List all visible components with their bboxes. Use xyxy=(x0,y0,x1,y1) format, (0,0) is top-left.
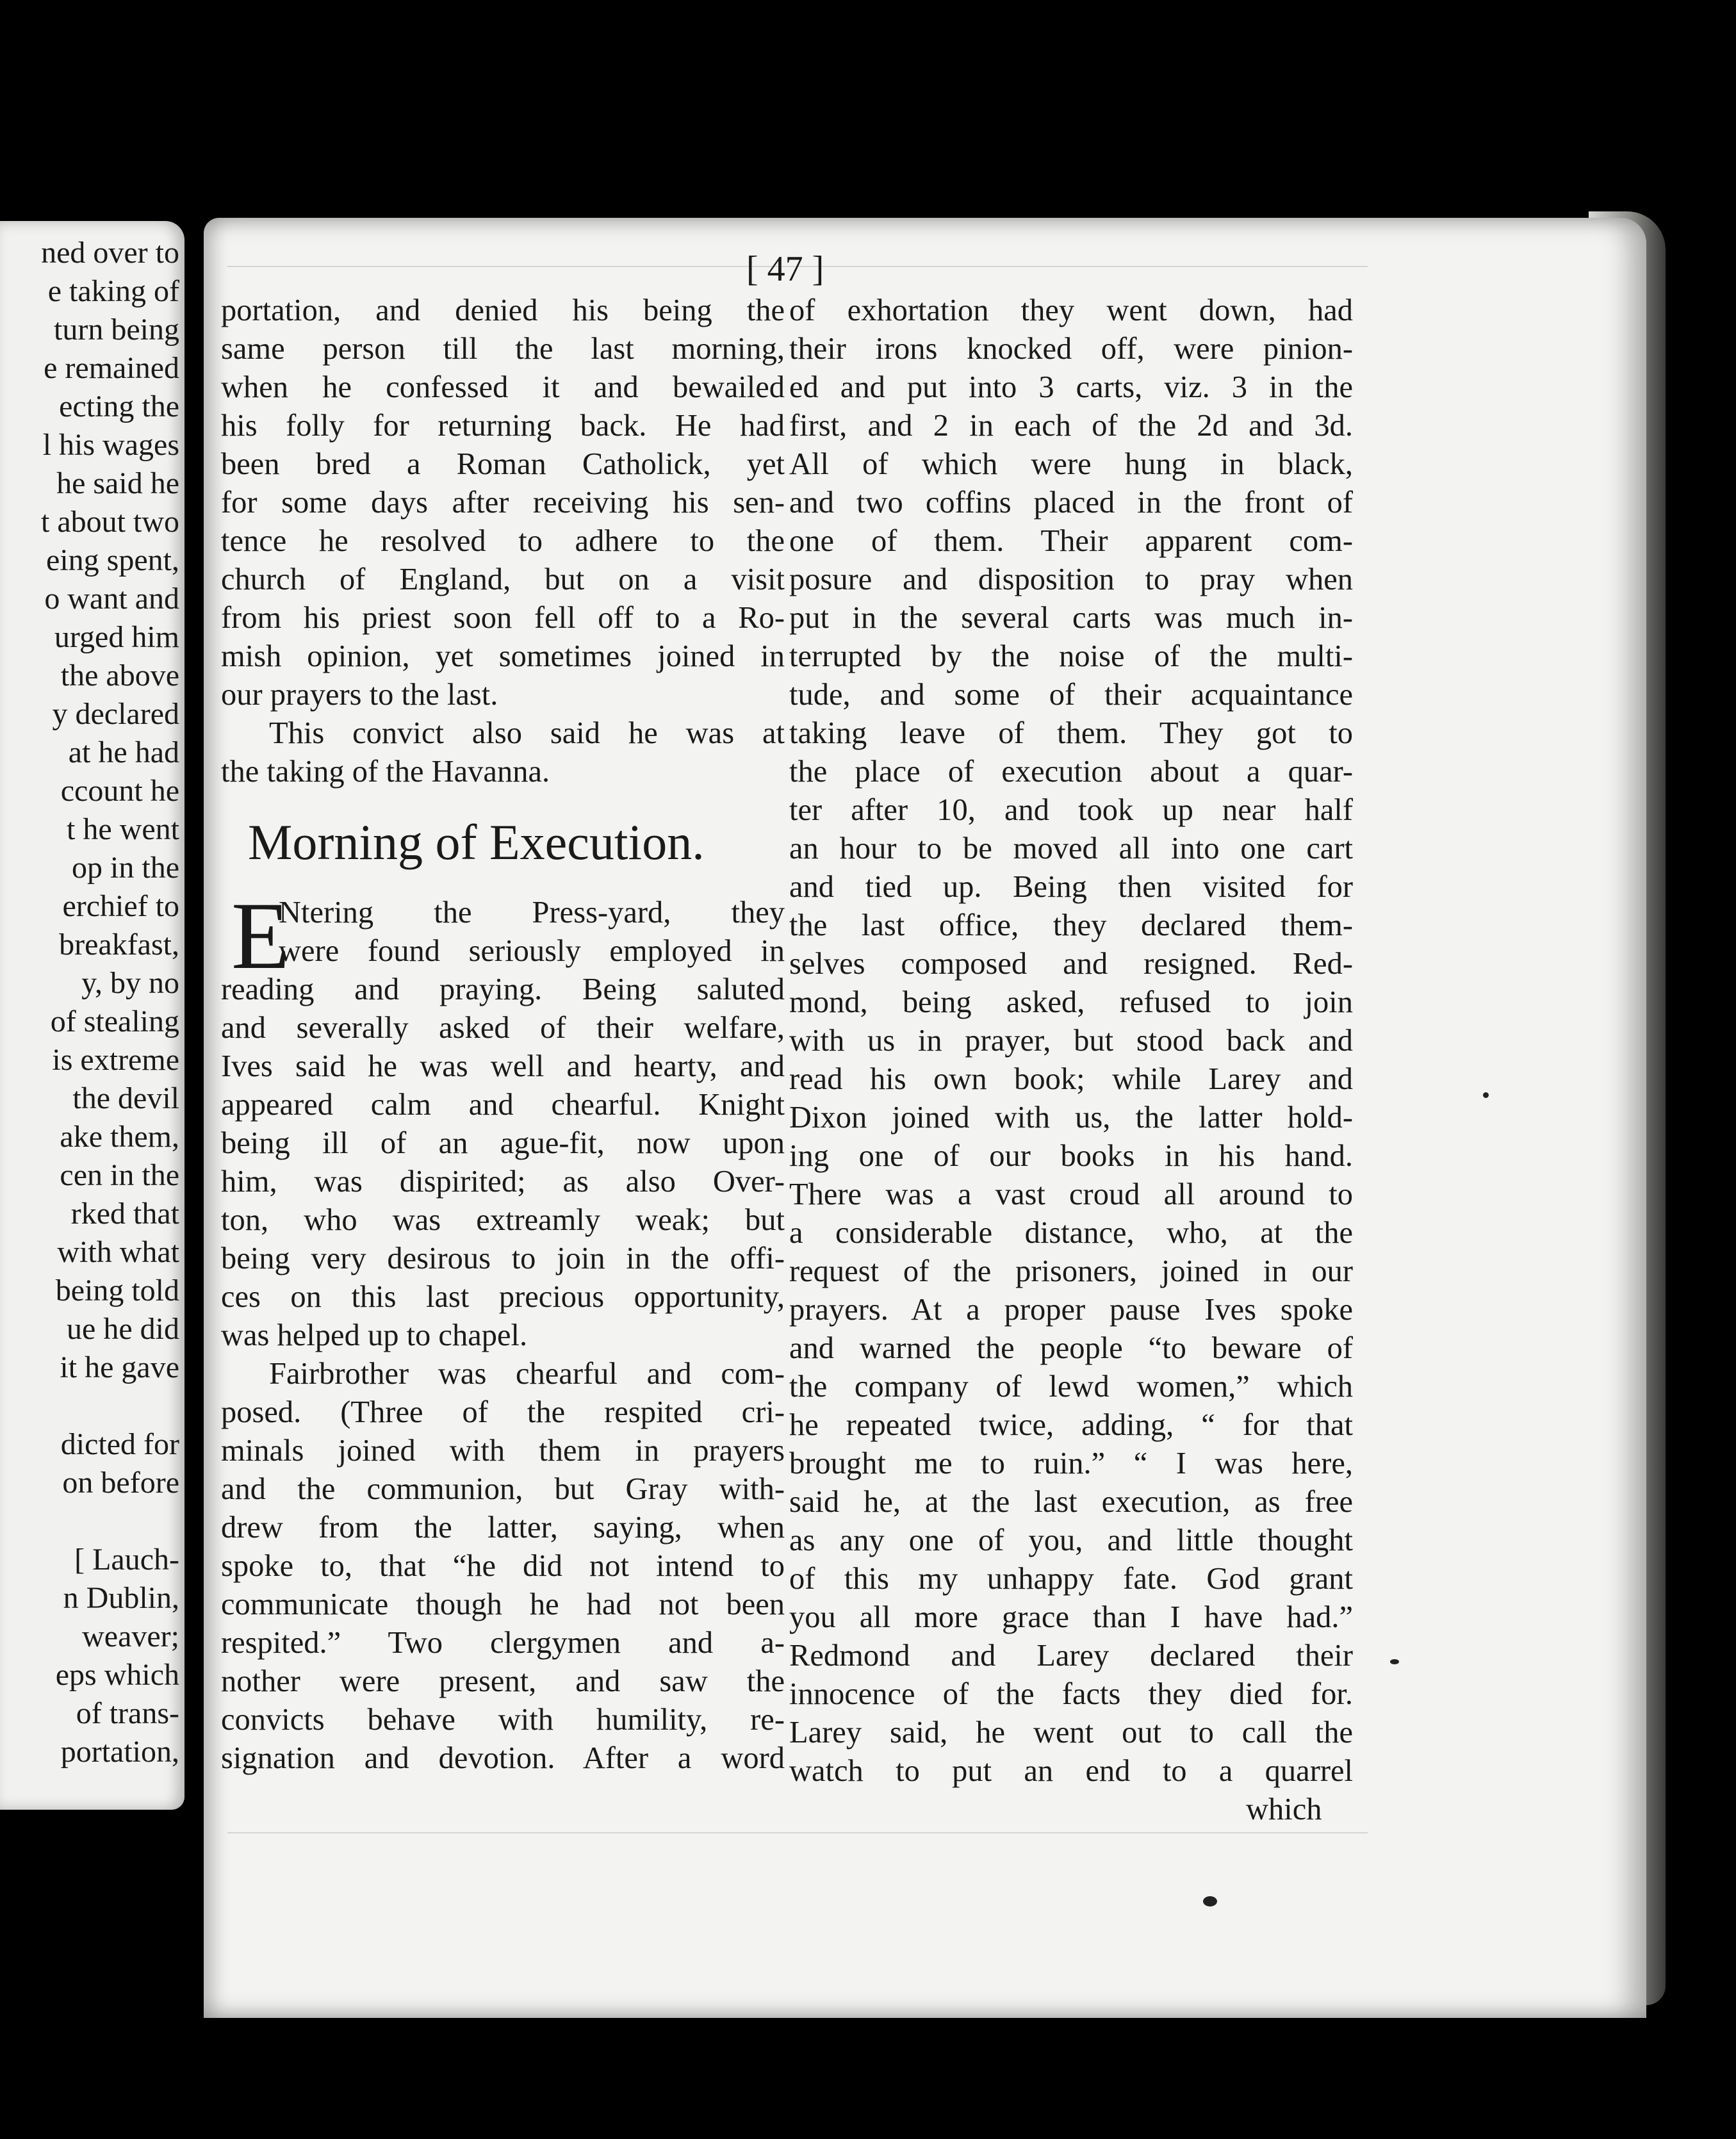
text-line: he repeated twice, adding, “ for that xyxy=(789,1408,1353,1442)
text-line: ter after 10, and took up near half xyxy=(789,793,1353,827)
text-line: when he confessed it and bewailed xyxy=(221,370,785,404)
text-line: ces on this last precious opportunity, xyxy=(221,1280,785,1314)
fragment-line: y declared xyxy=(52,697,179,731)
text-line: Ives said he was well and hearty, and xyxy=(221,1049,785,1083)
text-line: the company of lewd women,” which xyxy=(789,1370,1353,1404)
text-line: Fairbrother was chearful and com- xyxy=(269,1357,785,1391)
fragment-line: on before xyxy=(62,1466,179,1500)
fragment-line: y, by no xyxy=(81,966,179,1000)
text-line: been bred a Roman Catholick, yet xyxy=(221,447,785,481)
left-column xyxy=(221,291,785,1778)
fragment-line: of trans- xyxy=(76,1696,179,1730)
text-line: same person till the last morning, xyxy=(221,332,785,366)
text-line: an hour to be moved all into one cart xyxy=(789,832,1353,865)
text-line: watch to put an end to a quarrel xyxy=(789,1754,1353,1788)
text-line: of exhortation they went down, had xyxy=(789,293,1353,327)
text-line: All of which were hung in black, xyxy=(789,447,1353,481)
text-line: being very desirous to join in the offi- xyxy=(221,1242,785,1275)
text-line: There was a vast croud all around to xyxy=(789,1177,1353,1211)
text-line: was helped up to chapel. xyxy=(221,1318,528,1352)
text-line: the last office, they declared them- xyxy=(789,908,1353,942)
text-line: drew from the latter, saying, when xyxy=(221,1511,785,1545)
ink-speck xyxy=(1483,1092,1489,1098)
fragment-line: ned over to xyxy=(41,236,179,270)
fragment-line: t about two xyxy=(41,505,179,539)
text-line: and the communion, but Gray with- xyxy=(221,1472,785,1506)
text-line: ton, who was extreamly weak; but xyxy=(221,1203,785,1237)
catchword: which xyxy=(1246,1792,1322,1826)
fragment-line: dicted for xyxy=(60,1427,179,1461)
text-line: put in the several carts was much in- xyxy=(789,601,1353,635)
fragment-line: o want and xyxy=(44,582,179,616)
text-line: signation and devotion. After a word xyxy=(221,1741,785,1775)
text-line: church of England, but on a visit xyxy=(221,562,785,596)
text-line: ing one of our books in his hand. xyxy=(789,1139,1353,1173)
text-line: brought me to ruin.” “ I was here, xyxy=(789,1446,1353,1480)
fragment-line: urged him xyxy=(54,620,179,654)
fragment-line: cen in the xyxy=(60,1158,179,1192)
fragment-line: ecting the xyxy=(59,389,179,423)
fragment-line: ue he did xyxy=(67,1312,179,1346)
text-line: nother were present, and saw the xyxy=(221,1664,785,1698)
fragment-line: the above xyxy=(60,659,179,693)
text-line: This convict also said he was at xyxy=(269,716,785,750)
text-line: and tied up. Being then visited for xyxy=(789,870,1353,904)
text-line: minals joined with them in prayers xyxy=(221,1434,785,1468)
text-line: one of them. Their apparent com- xyxy=(789,524,1353,558)
text-line: ed and put into 3 carts, viz. 3 in the xyxy=(789,370,1353,404)
right-column xyxy=(789,291,1353,1791)
text-line: our prayers to the last. xyxy=(221,678,498,712)
text-line: their irons knocked off, were pinion- xyxy=(789,332,1353,366)
text-line: were found seriously employed in xyxy=(279,934,785,968)
text-line: taking leave of them. They got to xyxy=(789,716,1353,750)
fragment-line: erchief to xyxy=(62,889,179,923)
fragment-line: e taking of xyxy=(47,274,179,308)
footer-rule xyxy=(227,1832,1368,1833)
text-line: innocence of the facts they died for. xyxy=(789,1677,1353,1711)
text-line: communicate though he had not been xyxy=(221,1587,785,1621)
text-line: first, and 2 in each of the 2d and 3d. xyxy=(789,409,1353,443)
text-line: a considerable distance, who, at the xyxy=(789,1216,1353,1250)
text-line: for some days after receiving his sen- xyxy=(221,486,785,520)
text-line: posed. (Three of the respited cri- xyxy=(221,1395,785,1429)
fragment-line: turn being xyxy=(54,313,179,347)
fragment-line: rked that xyxy=(70,1197,179,1231)
text-line: convicts behave with humility, re- xyxy=(221,1703,785,1737)
ink-speck xyxy=(1390,1659,1399,1664)
fragment-line: e remained xyxy=(44,351,179,385)
fragment-line: t he went xyxy=(67,812,179,846)
fragment-line: eps which xyxy=(55,1658,179,1692)
text-line: mond, being asked, refused to join xyxy=(789,985,1353,1019)
text-line: read his own book; while Larey and xyxy=(789,1062,1353,1096)
text-line: and two coffins placed in the front of xyxy=(789,486,1353,520)
fragment-line: n Dublin, xyxy=(63,1581,179,1615)
text-line: Ntering the Press-yard, they xyxy=(279,896,785,930)
text-line: and warned the people “to beware of xyxy=(789,1331,1353,1365)
fragment-line: of stealing xyxy=(50,1004,179,1038)
text-line: spoke to, that “he did not intend to xyxy=(221,1549,785,1583)
text-line: selves composed and resigned. Red- xyxy=(789,947,1353,981)
ink-speck xyxy=(1203,1896,1217,1906)
page-number: [ 47 ] xyxy=(746,249,824,289)
fragment-line: is extreme xyxy=(52,1043,179,1077)
text-line: him, was dispirited; as also Over- xyxy=(221,1165,785,1199)
fragment-line: it he gave xyxy=(60,1350,179,1384)
text-line: appeared calm and chearful. Knight xyxy=(221,1088,785,1122)
text-line: tude, and some of their acquaintance xyxy=(789,678,1353,712)
text-line: said he, at the last execution, as free xyxy=(789,1485,1353,1519)
fragment-line: weaver; xyxy=(82,1619,179,1653)
fragment-line: at he had xyxy=(68,735,179,769)
text-line: of this my unhappy fate. God grant xyxy=(789,1562,1353,1596)
fragment-line: portation, xyxy=(60,1735,179,1769)
text-line: Dixon joined with us, the latter hold- xyxy=(789,1101,1353,1135)
text-line: as any one of you, and little thought xyxy=(789,1523,1353,1557)
text-line: the place of execution about a quar- xyxy=(789,755,1353,789)
text-line: tence he resolved to adhere to the xyxy=(221,524,785,558)
fragment-line: ake them, xyxy=(60,1120,179,1154)
text-line: from his priest soon fell off to a Ro- xyxy=(221,601,785,635)
text-line: with us in prayer, but stood back and xyxy=(789,1024,1353,1058)
text-line: request of the prisoners, joined in our xyxy=(789,1254,1353,1288)
text-line: his folly for returning back. He had xyxy=(221,409,785,443)
fragment-line: he said he xyxy=(56,466,179,500)
fragment-line: with what xyxy=(57,1235,179,1269)
text-line: mish opinion, yet sometimes joined in xyxy=(221,639,785,673)
text-line: and severally asked of their welfare, xyxy=(221,1011,785,1045)
fragment-line: the devil xyxy=(72,1081,179,1115)
fragment-line: op in the xyxy=(72,851,179,885)
fragment-line: l his wages xyxy=(42,428,179,462)
fragment-line: ccount he xyxy=(60,774,179,808)
text-line: terrupted by the noise of the multi- xyxy=(789,639,1353,673)
text-line: being ill of an ague-fit, now upon xyxy=(221,1126,785,1160)
text-line: you all more grace than I have had.” xyxy=(789,1600,1353,1634)
text-line: Larey said, he went out to call the xyxy=(789,1716,1353,1750)
left-page-fragment xyxy=(0,221,184,1810)
fragment-line: [ Lauch- xyxy=(74,1543,179,1577)
text-line: the taking of the Havanna. xyxy=(221,755,550,789)
text-line: prayers. At a proper pause Ives spoke xyxy=(789,1293,1353,1327)
text-line: reading and praying. Being saluted xyxy=(221,972,785,1006)
fragment-line: eing spent, xyxy=(46,543,179,577)
text-line: respited.” Two clergymen and a- xyxy=(221,1626,785,1660)
fragment-line: breakfast, xyxy=(59,928,179,962)
text-line: portation, and denied his being the xyxy=(221,293,785,327)
section-heading: Morning of Execution. xyxy=(248,814,705,870)
drop-cap: E xyxy=(231,883,290,989)
fragment-line: being told xyxy=(55,1274,179,1307)
text-line: Redmond and Larey declared their xyxy=(789,1639,1353,1673)
text-line: posure and disposition to pray when xyxy=(789,562,1353,596)
